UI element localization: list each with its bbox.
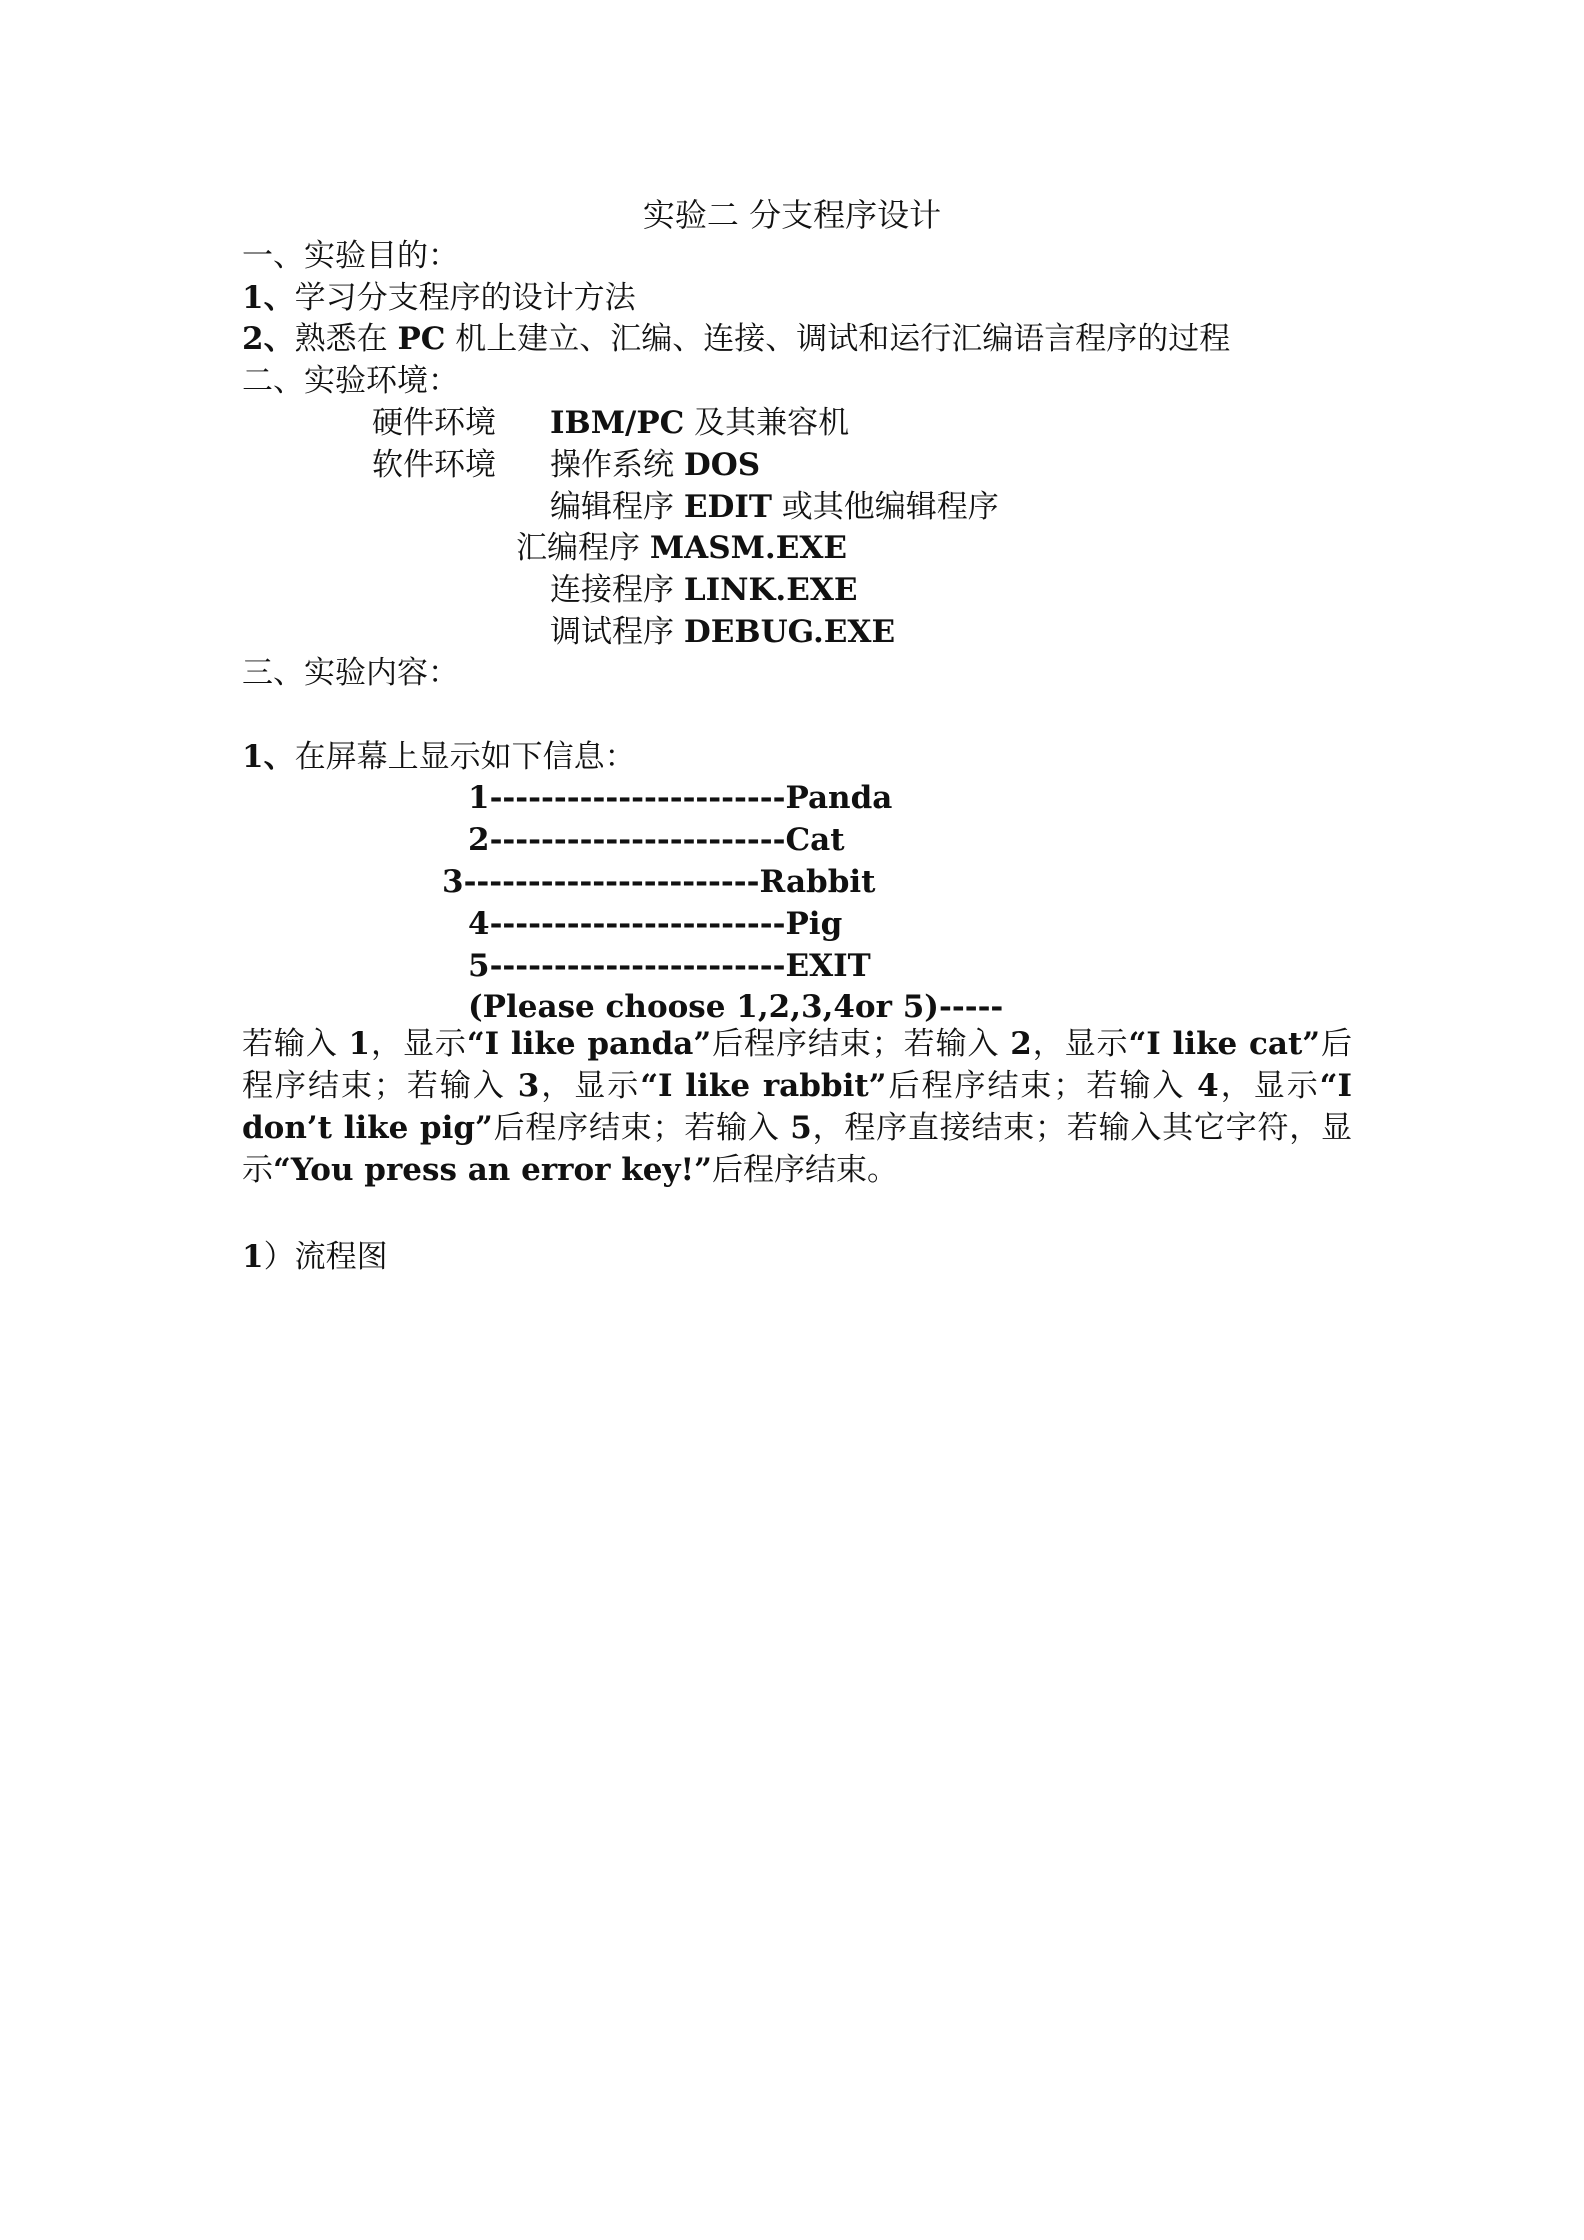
objective-2-text-b: 机上建立、汇编、连接、调试和运行汇编语言程序的过程 [455, 321, 1231, 357]
desc-bold: 2 [1010, 1026, 1032, 1062]
software-label: 软件环境 [372, 447, 496, 483]
software-row-2 [550, 487, 999, 527]
desc-text: ，程序直接结束；若输入其它字符，显示 [242, 1110, 1353, 1188]
subsection-number: 1 [242, 1239, 264, 1275]
objective-2-text-a: 熟悉在 [294, 321, 388, 357]
menu-line-5: 5-----------------------EXIT [468, 948, 871, 984]
software-1-cn: 操作系统 [550, 447, 684, 483]
software-1-en: DOS [683, 447, 761, 483]
subsection-text: ）流程图 [263, 1239, 388, 1275]
software-4-en: LINK.EXE [683, 572, 858, 608]
desc-bold: 3 [517, 1068, 540, 1104]
hardware-row [372, 403, 849, 443]
software-3-cn: 汇编程序 [516, 530, 650, 566]
software-row-4 [550, 570, 858, 610]
software-row-5 [550, 612, 895, 652]
objective-1-number: 1、 [242, 280, 295, 316]
desc-text: ，显示 [1031, 1026, 1129, 1062]
task-description [242, 1023, 1352, 1191]
desc-text: ，显示 [1218, 1068, 1320, 1104]
desc-bold: 5 [790, 1110, 812, 1146]
menu-prompt: (Please choose 1,2,3,4or 5)----- [468, 989, 1004, 1025]
desc-text: 后程序结束；若输入 [711, 1026, 1011, 1062]
desc-bold: 1 [348, 1026, 371, 1062]
software-5-cn: 调试程序 [550, 614, 684, 650]
desc-text: ，显示 [370, 1026, 467, 1062]
desc-text: 后程序结束；若输入 [886, 1068, 1198, 1104]
menu-line-1: 1-----------------------Panda [468, 780, 893, 816]
software-2-rest: 或其他编辑程序 [771, 489, 999, 525]
objective-2-pc: PC [397, 321, 446, 357]
menu-line-2: 2-----------------------Cat [468, 822, 845, 858]
desc-bold: “I don’t like pig” [242, 1068, 1353, 1146]
hardware-value: IBM/PC [550, 405, 685, 441]
software-row-3 [516, 528, 847, 568]
software-2-cn: 编辑程序 [550, 489, 684, 525]
desc-text: ，显示 [539, 1068, 641, 1104]
software-row-1 [372, 445, 760, 485]
software-2-en: EDIT [683, 489, 772, 525]
subsection-flowchart [242, 1237, 388, 1277]
task-1 [242, 737, 636, 777]
task-1-text: 在屏幕上显示如下信息： [294, 739, 636, 775]
software-4-cn: 连接程序 [550, 572, 684, 608]
desc-bold: “I like cat” [1128, 1026, 1321, 1062]
desc-bold: “I like panda” [466, 1026, 712, 1062]
desc-bold: “You press an error key!” [273, 1152, 712, 1188]
desc-text: 后程序结束。 [711, 1152, 898, 1188]
objective-1-text: 学习分支程序的设计方法 [294, 280, 636, 316]
objective-2-number: 2、 [242, 321, 295, 357]
section2-heading: 二、实验环境： [242, 363, 459, 399]
document-title: 实验二 分支程序设计 [642, 196, 942, 234]
objective-item-1 [242, 278, 636, 318]
objective-item-2 [242, 319, 1230, 359]
desc-text: 后程序结束；若输入 [242, 1026, 1353, 1104]
desc-bold: 4 [1197, 1068, 1219, 1104]
menu-line-3: 3-----------------------Rabbit [442, 864, 876, 900]
task-1-number: 1、 [242, 739, 295, 775]
menu-line-4: 4-----------------------Pig [468, 906, 843, 942]
desc-text: 后程序结束；若输入 [492, 1110, 791, 1146]
hardware-label: 硬件环境 [372, 405, 496, 441]
software-5-en: DEBUG.EXE [683, 614, 896, 650]
software-3-en: MASM.EXE [649, 530, 848, 566]
section1-heading: 一、实验目的： [242, 238, 459, 274]
section3-heading: 三、实验内容： [242, 655, 459, 691]
hardware-value-rest: 及其兼容机 [684, 405, 850, 441]
desc-text: 若输入 [242, 1026, 349, 1062]
desc-bold: “I like rabbit” [640, 1068, 887, 1104]
